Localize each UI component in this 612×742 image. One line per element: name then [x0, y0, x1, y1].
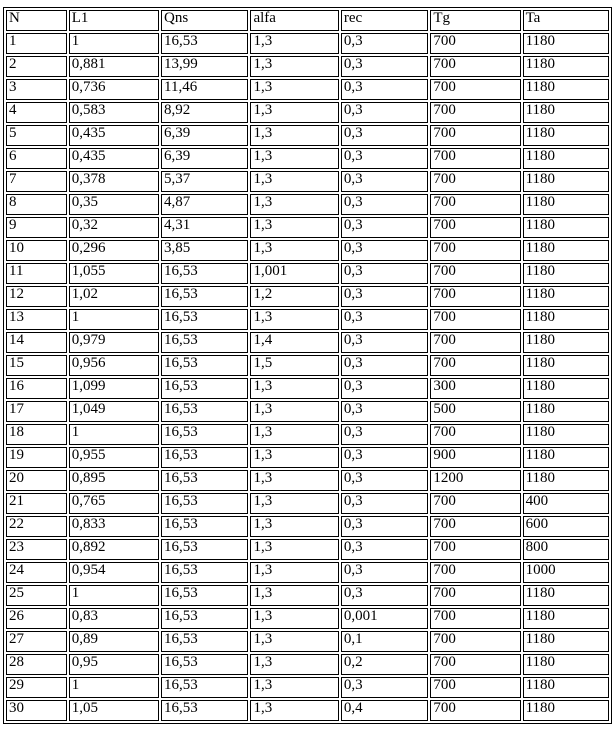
- cell-ta: 1180: [523, 585, 609, 606]
- cell-alfa: 1,3: [250, 401, 338, 422]
- cell-ta: 1180: [523, 447, 609, 468]
- cell-qns: 3,85: [161, 240, 248, 261]
- data-table: [3, 7, 612, 724]
- cell-tg: 700: [430, 56, 520, 77]
- cell-l1: 0,95: [69, 654, 159, 675]
- cell-alfa: 1,3: [250, 217, 338, 238]
- table-row: [6, 240, 609, 261]
- cell-alfa: 1,3: [250, 677, 338, 698]
- table-row: [6, 493, 609, 514]
- cell-ta: 1180: [523, 424, 609, 445]
- cell-tg: 700: [430, 171, 520, 192]
- cell-n: 18: [6, 424, 67, 445]
- header-cell-rec: rec: [341, 10, 428, 31]
- header-cell-ta: Ta: [523, 10, 609, 31]
- cell-l1: 1,02: [69, 286, 159, 307]
- cell-alfa: 1,3: [250, 493, 338, 514]
- cell-ta: 1180: [523, 470, 609, 491]
- cell-rec: 0,3: [341, 56, 428, 77]
- cell-tg: 1200: [430, 470, 520, 491]
- cell-tg: 700: [430, 355, 520, 376]
- cell-l1: 0,35: [69, 194, 159, 215]
- header-cell-tg: Tg: [430, 10, 520, 31]
- table-row: [6, 217, 609, 238]
- table-row: [6, 470, 609, 491]
- cell-qns: 16,53: [161, 33, 248, 54]
- cell-tg: 700: [430, 493, 520, 514]
- cell-qns: 16,53: [161, 447, 248, 468]
- cell-rec: 0,3: [341, 240, 428, 261]
- cell-tg: 700: [430, 217, 520, 238]
- header-cell-alfa: alfa: [250, 10, 338, 31]
- cell-ta: 400: [523, 493, 609, 514]
- cell-ta: 1180: [523, 194, 609, 215]
- cell-rec: 0,3: [341, 171, 428, 192]
- cell-qns: 16,53: [161, 700, 248, 721]
- cell-alfa: 1,3: [250, 240, 338, 261]
- cell-tg: 700: [430, 700, 520, 721]
- cell-ta: 1180: [523, 378, 609, 399]
- cell-ta: 800: [523, 539, 609, 560]
- cell-rec: 0,3: [341, 401, 428, 422]
- cell-ta: 1180: [523, 332, 609, 353]
- cell-qns: 16,53: [161, 562, 248, 583]
- cell-n: 29: [6, 677, 67, 698]
- cell-l1: 0,435: [69, 125, 159, 146]
- cell-qns: 6,39: [161, 148, 248, 169]
- cell-rec: 0,3: [341, 125, 428, 146]
- cell-ta: 1180: [523, 286, 609, 307]
- cell-l1: 0,32: [69, 217, 159, 238]
- cell-n: 23: [6, 539, 67, 560]
- cell-tg: 300: [430, 378, 520, 399]
- table-row: [6, 631, 609, 652]
- cell-ta: 1180: [523, 263, 609, 284]
- cell-n: 11: [6, 263, 67, 284]
- cell-qns: 16,53: [161, 654, 248, 675]
- cell-n: 30: [6, 700, 67, 721]
- cell-n: 28: [6, 654, 67, 675]
- cell-l1: 0,954: [69, 562, 159, 583]
- cell-ta: 1180: [523, 608, 609, 629]
- cell-tg: 700: [430, 539, 520, 560]
- cell-ta: 1180: [523, 401, 609, 422]
- cell-l1: 0,296: [69, 240, 159, 261]
- cell-n: 4: [6, 102, 67, 123]
- cell-qns: 16,53: [161, 516, 248, 537]
- cell-ta: 1180: [523, 33, 609, 54]
- cell-n: 20: [6, 470, 67, 491]
- cell-tg: 700: [430, 631, 520, 652]
- cell-ta: 1180: [523, 309, 609, 330]
- cell-rec: 0,1: [341, 631, 428, 652]
- cell-tg: 700: [430, 33, 520, 54]
- cell-l1: 0,955: [69, 447, 159, 468]
- cell-rec: 0,3: [341, 677, 428, 698]
- table-row: [6, 585, 609, 606]
- cell-alfa: 1,3: [250, 562, 338, 583]
- cell-n: 5: [6, 125, 67, 146]
- cell-qns: 5,37: [161, 171, 248, 192]
- cell-tg: 700: [430, 677, 520, 698]
- cell-tg: 500: [430, 401, 520, 422]
- cell-n: 9: [6, 217, 67, 238]
- cell-qns: 16,53: [161, 401, 248, 422]
- cell-ta: 1180: [523, 125, 609, 146]
- cell-rec: 0,3: [341, 194, 428, 215]
- cell-n: 16: [6, 378, 67, 399]
- cell-qns: 16,53: [161, 677, 248, 698]
- cell-n: 12: [6, 286, 67, 307]
- table-row: [6, 148, 609, 169]
- cell-alfa: 1,3: [250, 539, 338, 560]
- cell-l1: 0,435: [69, 148, 159, 169]
- header-cell-n: N: [6, 10, 67, 31]
- cell-tg: 700: [430, 608, 520, 629]
- cell-ta: 1180: [523, 171, 609, 192]
- cell-l1: 0,833: [69, 516, 159, 537]
- cell-l1: 0,895: [69, 470, 159, 491]
- cell-tg: 700: [430, 148, 520, 169]
- cell-l1: 0,956: [69, 355, 159, 376]
- cell-n: 26: [6, 608, 67, 629]
- cell-n: 7: [6, 171, 67, 192]
- cell-tg: 700: [430, 102, 520, 123]
- cell-n: 19: [6, 447, 67, 468]
- cell-rec: 0,001: [341, 608, 428, 629]
- cell-qns: 16,53: [161, 332, 248, 353]
- cell-qns: 13,99: [161, 56, 248, 77]
- cell-qns: 11,46: [161, 79, 248, 100]
- cell-qns: 16,53: [161, 493, 248, 514]
- cell-qns: 16,53: [161, 631, 248, 652]
- cell-alfa: 1,2: [250, 286, 338, 307]
- table-row: [6, 516, 609, 537]
- table-row: [6, 263, 609, 284]
- cell-rec: 0,4: [341, 700, 428, 721]
- header-cell-l1: L1: [69, 10, 159, 31]
- cell-alfa: 1,3: [250, 608, 338, 629]
- cell-n: 3: [6, 79, 67, 100]
- cell-rec: 0,3: [341, 424, 428, 445]
- cell-n: 22: [6, 516, 67, 537]
- cell-ta: 1180: [523, 355, 609, 376]
- cell-rec: 0,3: [341, 585, 428, 606]
- cell-qns: 16,53: [161, 355, 248, 376]
- cell-rec: 0,3: [341, 470, 428, 491]
- cell-l1: 1,05: [69, 700, 159, 721]
- cell-ta: 600: [523, 516, 609, 537]
- cell-alfa: 1,3: [250, 102, 338, 123]
- cell-l1: 0,979: [69, 332, 159, 353]
- cell-rec: 0,3: [341, 33, 428, 54]
- cell-alfa: 1,001: [250, 263, 338, 284]
- cell-qns: 16,53: [161, 470, 248, 491]
- cell-rec: 0,3: [341, 217, 428, 238]
- cell-ta: 1180: [523, 148, 609, 169]
- cell-l1: 1: [69, 585, 159, 606]
- cell-ta: 1180: [523, 700, 609, 721]
- cell-l1: 1,055: [69, 263, 159, 284]
- cell-l1: 0,583: [69, 102, 159, 123]
- cell-alfa: 1,3: [250, 631, 338, 652]
- cell-l1: 1,049: [69, 401, 159, 422]
- cell-ta: 1000: [523, 562, 609, 583]
- cell-tg: 700: [430, 424, 520, 445]
- cell-alfa: 1,3: [250, 700, 338, 721]
- table-row: [6, 33, 609, 54]
- cell-qns: 6,39: [161, 125, 248, 146]
- cell-l1: 0,892: [69, 539, 159, 560]
- table-row: [6, 562, 609, 583]
- cell-alfa: 1,3: [250, 194, 338, 215]
- cell-n: 1: [6, 33, 67, 54]
- cell-alfa: 1,3: [250, 378, 338, 399]
- table-header: [6, 10, 609, 31]
- table-row: [6, 378, 609, 399]
- data-table-container: [3, 7, 612, 724]
- cell-n: 15: [6, 355, 67, 376]
- table-row: [6, 171, 609, 192]
- cell-rec: 0,2: [341, 654, 428, 675]
- table-row: [6, 677, 609, 698]
- cell-rec: 0,3: [341, 332, 428, 353]
- table-row: [6, 700, 609, 721]
- cell-n: 27: [6, 631, 67, 652]
- table-body: [6, 33, 609, 721]
- cell-tg: 700: [430, 309, 520, 330]
- cell-alfa: 1,3: [250, 585, 338, 606]
- cell-n: 21: [6, 493, 67, 514]
- cell-l1: 0,881: [69, 56, 159, 77]
- cell-qns: 4,31: [161, 217, 248, 238]
- cell-alfa: 1,3: [250, 654, 338, 675]
- cell-alfa: 1,3: [250, 447, 338, 468]
- header-row: [6, 10, 609, 31]
- cell-tg: 700: [430, 332, 520, 353]
- cell-n: 2: [6, 56, 67, 77]
- cell-alfa: 1,3: [250, 171, 338, 192]
- table-row: [6, 286, 609, 307]
- cell-tg: 700: [430, 286, 520, 307]
- cell-rec: 0,3: [341, 539, 428, 560]
- cell-ta: 1180: [523, 79, 609, 100]
- table-row: [6, 56, 609, 77]
- table-row: [6, 309, 609, 330]
- cell-rec: 0,3: [341, 355, 428, 376]
- cell-l1: 0,736: [69, 79, 159, 100]
- cell-rec: 0,3: [341, 148, 428, 169]
- cell-rec: 0,3: [341, 447, 428, 468]
- table-row: [6, 447, 609, 468]
- cell-l1: 1: [69, 33, 159, 54]
- cell-tg: 700: [430, 562, 520, 583]
- table-row: [6, 654, 609, 675]
- cell-alfa: 1,5: [250, 355, 338, 376]
- cell-rec: 0,3: [341, 562, 428, 583]
- table-row: [6, 125, 609, 146]
- cell-qns: 8,92: [161, 102, 248, 123]
- cell-alfa: 1,3: [250, 33, 338, 54]
- cell-ta: 1180: [523, 240, 609, 261]
- cell-tg: 700: [430, 263, 520, 284]
- cell-tg: 700: [430, 516, 520, 537]
- cell-qns: 16,53: [161, 424, 248, 445]
- cell-rec: 0,3: [341, 102, 428, 123]
- cell-n: 14: [6, 332, 67, 353]
- cell-ta: 1180: [523, 631, 609, 652]
- cell-qns: 16,53: [161, 286, 248, 307]
- cell-ta: 1180: [523, 217, 609, 238]
- cell-qns: 16,53: [161, 608, 248, 629]
- cell-l1: 1: [69, 677, 159, 698]
- table-row: [6, 332, 609, 353]
- cell-alfa: 1,3: [250, 79, 338, 100]
- cell-rec: 0,3: [341, 516, 428, 537]
- table-row: [6, 424, 609, 445]
- cell-ta: 1180: [523, 677, 609, 698]
- table-row: [6, 539, 609, 560]
- cell-tg: 700: [430, 240, 520, 261]
- cell-l1: 1: [69, 309, 159, 330]
- cell-ta: 1180: [523, 56, 609, 77]
- cell-n: 25: [6, 585, 67, 606]
- cell-ta: 1180: [523, 102, 609, 123]
- cell-l1: 0,765: [69, 493, 159, 514]
- table-row: [6, 79, 609, 100]
- cell-alfa: 1,3: [250, 148, 338, 169]
- header-cell-qns: Qns: [161, 10, 248, 31]
- cell-n: 17: [6, 401, 67, 422]
- cell-l1: 1,099: [69, 378, 159, 399]
- cell-rec: 0,3: [341, 378, 428, 399]
- cell-n: 13: [6, 309, 67, 330]
- cell-ta: 1180: [523, 654, 609, 675]
- cell-l1: 0,89: [69, 631, 159, 652]
- cell-tg: 700: [430, 654, 520, 675]
- cell-alfa: 1,3: [250, 424, 338, 445]
- cell-rec: 0,3: [341, 286, 428, 307]
- cell-rec: 0,3: [341, 79, 428, 100]
- cell-rec: 0,3: [341, 309, 428, 330]
- cell-l1: 1: [69, 424, 159, 445]
- cell-n: 10: [6, 240, 67, 261]
- cell-alfa: 1,3: [250, 56, 338, 77]
- cell-qns: 16,53: [161, 585, 248, 606]
- cell-qns: 4,87: [161, 194, 248, 215]
- table-row: [6, 608, 609, 629]
- cell-alfa: 1,3: [250, 125, 338, 146]
- cell-l1: 0,378: [69, 171, 159, 192]
- cell-qns: 16,53: [161, 309, 248, 330]
- table-row: [6, 355, 609, 376]
- cell-tg: 900: [430, 447, 520, 468]
- cell-tg: 700: [430, 585, 520, 606]
- cell-tg: 700: [430, 194, 520, 215]
- table-row: [6, 401, 609, 422]
- table-row: [6, 102, 609, 123]
- cell-tg: 700: [430, 79, 520, 100]
- cell-qns: 16,53: [161, 378, 248, 399]
- table-row: [6, 194, 609, 215]
- cell-alfa: 1,3: [250, 309, 338, 330]
- cell-n: 24: [6, 562, 67, 583]
- cell-alfa: 1,3: [250, 470, 338, 491]
- cell-rec: 0,3: [341, 493, 428, 514]
- cell-tg: 700: [430, 125, 520, 146]
- cell-qns: 16,53: [161, 539, 248, 560]
- cell-l1: 0,83: [69, 608, 159, 629]
- cell-alfa: 1,4: [250, 332, 338, 353]
- cell-n: 8: [6, 194, 67, 215]
- cell-alfa: 1,3: [250, 516, 338, 537]
- cell-rec: 0,3: [341, 263, 428, 284]
- cell-n: 6: [6, 148, 67, 169]
- cell-qns: 16,53: [161, 263, 248, 284]
